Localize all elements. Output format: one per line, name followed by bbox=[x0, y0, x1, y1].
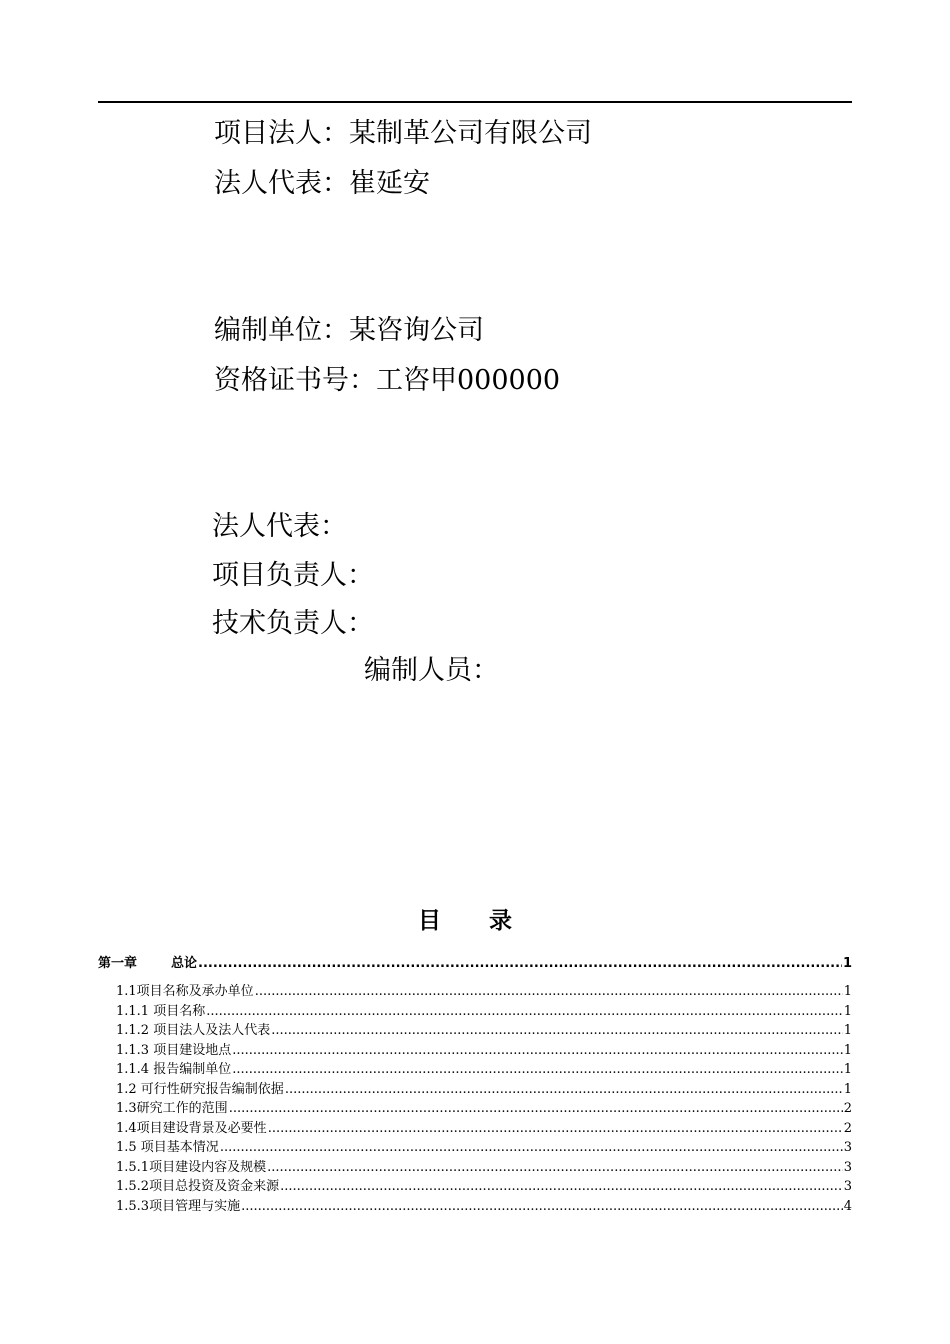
legal-entity-label: 项目法人： bbox=[214, 118, 349, 149]
signature-legal-rep: 法人代表： bbox=[212, 511, 347, 542]
toc-chapter-number: 第一章 bbox=[98, 956, 138, 971]
toc-page-number: 3 bbox=[843, 1140, 852, 1155]
toc-entry-title: 1.1项目名称及承办单位 bbox=[116, 984, 254, 999]
certificate-line bbox=[214, 363, 560, 398]
toc-leader-dots bbox=[232, 1041, 843, 1061]
toc-entry-title: 1.1.4 报告编制单位 bbox=[116, 1062, 232, 1077]
toc-entry[interactable] bbox=[98, 982, 852, 1002]
legal-rep-label: 法人代表： bbox=[214, 168, 349, 199]
toc-page-number: 4 bbox=[843, 1198, 852, 1214]
toc-leader-dots bbox=[229, 1099, 843, 1119]
legal-rep-line bbox=[214, 166, 430, 201]
compiler-value: 某咨询公司 bbox=[349, 315, 484, 346]
toc-entry[interactable] bbox=[98, 1080, 852, 1100]
certificate-value: 工咨甲000000 bbox=[376, 365, 561, 396]
toc-leader-dots bbox=[255, 982, 843, 1002]
toc-chapter-title: 总论 bbox=[171, 956, 198, 971]
toc-leader-dots bbox=[241, 1197, 843, 1217]
toc-entry-title: 1.5.3项目管理与实施 bbox=[116, 1198, 241, 1214]
table-of-contents bbox=[98, 955, 852, 1216]
toc-entry-title: 1.2 可行性研究报告编制依据 bbox=[116, 1081, 284, 1097]
toc-entry-title: 1.5 项目基本情况 bbox=[116, 1140, 219, 1155]
certificate-label: 资格证书号： bbox=[214, 365, 376, 396]
toc-entry-title: 1.1.3 项目建设地点 bbox=[116, 1042, 232, 1058]
toc-entry-title: 1.5.1项目建设内容及规模 bbox=[116, 1159, 267, 1175]
toc-page-number: 2 bbox=[843, 1101, 852, 1116]
toc-page-number: 1 bbox=[843, 1042, 852, 1058]
toc-entry[interactable] bbox=[98, 1099, 852, 1119]
signature-staff: 编制人员： bbox=[364, 655, 499, 686]
toc-entry[interactable] bbox=[98, 1177, 852, 1197]
toc-entry[interactable] bbox=[98, 1021, 852, 1041]
toc-page-number: 1 bbox=[843, 1062, 852, 1077]
toc-chapter-row[interactable] bbox=[98, 955, 852, 973]
toc-leader-dots bbox=[267, 1158, 843, 1178]
toc-entry[interactable] bbox=[98, 1158, 852, 1178]
toc-page-number: 1 bbox=[843, 1003, 852, 1019]
toc-title: 目 录 bbox=[417, 908, 532, 934]
toc-page-number: 2 bbox=[843, 1120, 852, 1136]
toc-entry[interactable] bbox=[98, 1041, 852, 1061]
toc-leader-dots bbox=[198, 955, 842, 973]
toc-page-number: 3 bbox=[843, 1179, 852, 1194]
toc-page-number: 1 bbox=[842, 956, 852, 971]
legal-entity-value: 某制革公司有限公司 bbox=[349, 118, 592, 149]
signature-project-lead: 项目负责人： bbox=[212, 560, 374, 591]
toc-leader-dots bbox=[220, 1138, 843, 1158]
toc-entry-title: 1.1.1 项目名称 bbox=[116, 1003, 206, 1019]
legal-rep-value: 崔延安 bbox=[349, 168, 430, 199]
toc-entry[interactable] bbox=[98, 1138, 852, 1158]
toc-leader-dots bbox=[206, 1002, 843, 1022]
toc-leader-dots bbox=[285, 1080, 843, 1100]
toc-page-number: 3 bbox=[843, 1159, 852, 1175]
toc-entry-title: 1.3研究工作的范围 bbox=[116, 1101, 228, 1116]
legal-entity-line bbox=[214, 116, 592, 151]
toc-entry[interactable] bbox=[98, 1002, 852, 1022]
signature-tech-lead: 技术负责人： bbox=[212, 608, 374, 639]
toc-entry[interactable] bbox=[98, 1060, 852, 1080]
toc-leader-dots bbox=[271, 1021, 843, 1041]
header-rule bbox=[98, 101, 852, 103]
toc-leader-dots bbox=[232, 1060, 843, 1080]
compiler-line bbox=[214, 313, 484, 348]
toc-page-number: 1 bbox=[843, 1081, 852, 1097]
toc-entry-title: 1.1.2 项目法人及法人代表 bbox=[116, 1023, 271, 1038]
toc-leader-dots bbox=[268, 1119, 843, 1139]
toc-entry[interactable] bbox=[98, 1119, 852, 1139]
toc-entry[interactable] bbox=[98, 1197, 852, 1217]
toc-entry-title: 1.4项目建设背景及必要性 bbox=[116, 1120, 267, 1136]
toc-page-number: 1 bbox=[843, 1023, 852, 1038]
toc-entry-title: 1.5.2项目总投资及资金来源 bbox=[116, 1179, 280, 1194]
toc-page-number: 1 bbox=[843, 984, 852, 999]
toc-leader-dots bbox=[280, 1177, 843, 1197]
compiler-label: 编制单位： bbox=[214, 315, 349, 346]
